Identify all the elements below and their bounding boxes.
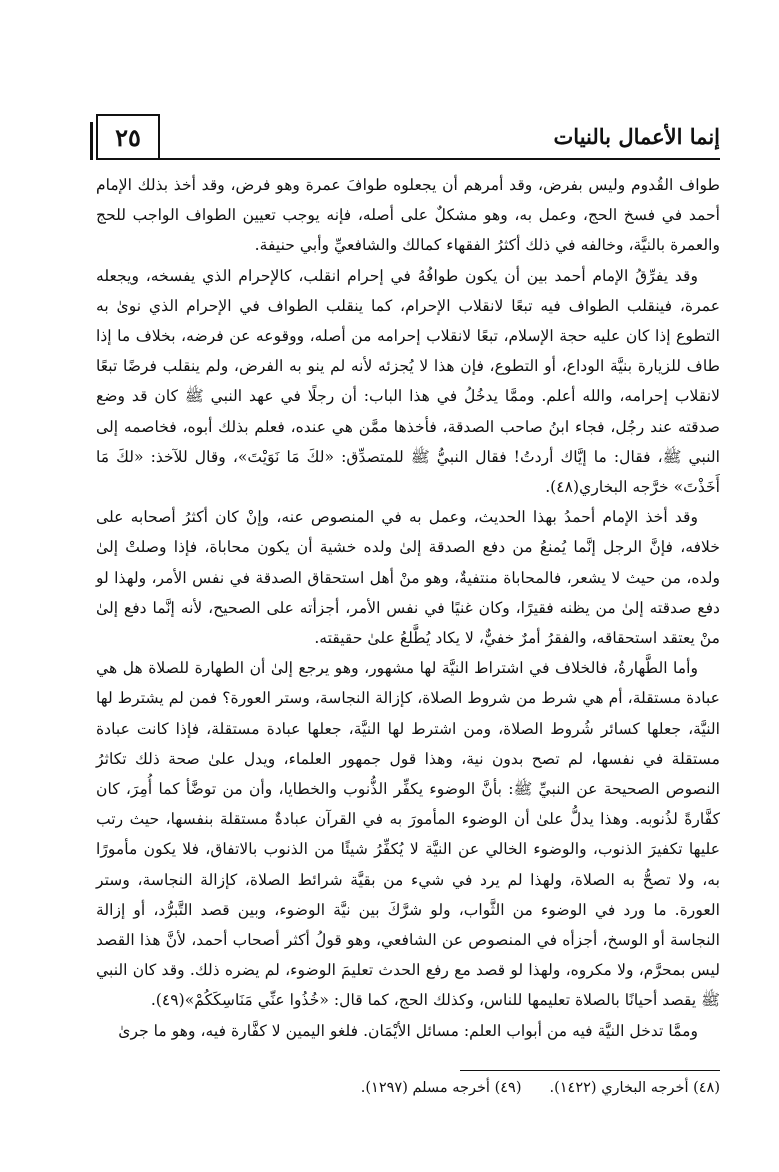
paragraph: وقد يفرِّقُ الإمام أحمد بين أن يكون طوافُهُ في إحرام انقلب، كالإحرام الذي يفسخه، ويجعله عمرة، فينقلب الطواف فيه تبعًا لانقلاب الإحرام، كما ينقلب الطواف في الإحرام الذي نوىٰ به التطوع إذا كان عليه حجة الإسلام، تبعًا لانقلاب إحرامه من أصله، ووقوعه عن فرضه، بخلاف ما إذا طاف للزيارة بنيَّة الوداع، أو التطوع، فإن هذا لا يُجزئه لأنه لم ينو به الفرض، ولم ينقلب فرضًا تبعًا لانقلاب إحرامه، والله أعلم. وممَّا يدخُلُ في هذا الباب: أن رجلًا في عهد النبي ﷺ كان قد وضع صدقته عند رجُل، فجاء ابنُ صاحب الصدقة، فأخذها ممَّن هي عنده، فعلم بذلك أبوه، فخاصمه إلى النبي ﷺ، فقال: ما إيَّاك أردتُ! فقال النبيُّ ﷺ للمتصدِّق: «لكَ مَا نَوَيْتَ»، وقال للآخذ: «لكَ مَا أَخَذْتَ» خرَّجه البخاري(٤٨). (96, 266, 720, 497)
main-text (96, 170, 720, 1046)
paragraph: وممَّا تدخل النيَّة فيه من أبواب العلم: مسائل الأيْمَان. فلغو اليمين لا كفَّارة فيه، وهو ما جرىٰ (118, 1021, 698, 1040)
page-number: ٢٥ (96, 114, 160, 158)
paragraph: وأما الطَّهارةُ، فالخلاف في اشتراط النيَّة لها مشهور، وهو يرجع إلىٰ أن الطهارة للصلاة هل هي عبادة مستقلة، أم هي شرط من شروط الصلاة، كإزالة النجاسة، وستر العورة؟ فمن لم يشترط لها النيَّة، جعلها كسائر شُروط الصلاة، ومن اشترط لها النيَّة، جعلها عبادة مستقلة، فإذا كانت عبادة مستقلة في نفسها، لم تصح بدون نية، وهذا قول جمهور العلماء، ويدل علىٰ صحة ذلك تكاثرُ النصوص الصحيحة عن النبيِّ ﷺ: بأنَّ الوضوء يكفِّر الذُّنوب والخطايا، وأن من توضَّأ كما أُمِرَ، كان كفَّارةً لذُنوبه. وهذا يدلُّ علىٰ أن الوضوء المأمورَ به في القرآن عبادةٌ مستقلة بنفسها، حيث رتب عليها تكفيرَ الذنوب، والوضوء الخالي عن النيَّة لا يُكفِّرُ شيئًا من الذنوب بالاتفاق، فلا يكون مأمورًا به، ولا تصحُّ به الصلاة، ولهذا لم يرد في شيء من بقيَّة شرائط الصلاة، كإزالة النجاسة، وستر العورة. ما ورد في الوضوء من الثَّواب، ولو شرَّكَ بين نيَّة الوضوء، وبين قصد التَّبرُّد، أو إزالة النجاسة أو الوسخ، أجزأه في المنصوص عن الشافعي، وهو قولُ أكثر أصحاب أحمد، لأنَّ هذا القصد ليس بمحرَّم، ولا مكروه، ولهذا لو قصد مع رفع الحدث تعليمَ الوضوء، لم يضره ذلك. وقد كان النبي ﷺ يقصد أحيانًا بالصلاة تعليمها للناس، وكذلك الحج، كما قال: «خُذُوا عنِّي مَنَاسِكَكُمْ»(٤٩). (96, 659, 720, 1010)
footnote: (٤٨) أخرجه البخاري (١٤٢٢). (549, 1080, 720, 1096)
paragraph: وقد أخذ الإمام أحمدُ بهذا الحديث، وعمل به في المنصوص عنه، وإنْ كان أكثرُ أصحابه على خلافه، فإنَّ الرجل إنَّما يُمنعُ من دفع الصدقة إلىٰ ولده خشية أن يكون محاباة، فإذا وصلتْ إلىٰ ولده، من حيث لا يشعر، فالمحاباة منتفيةٌ، وهو منْ أهل استحقاق الصدقة في نفس الأمر، ولهذا لو دفع صدقته إلىٰ من يظنه فقيرًا، وكان غنيًا في نفس الأمر، أجزأته على الصحيح، لأنه إنَّما دفع إلىٰ منْ يعتقد استحقاقه، والفقرُ أمرٌ خفيٌّ، لا يكاد يُطَّلعُ علىٰ حقيقته. (96, 508, 720, 648)
footnotes (260, 1080, 720, 1096)
running-title: إنما الأعمال بالنيات (553, 124, 720, 149)
paragraph: طواف القُدوم وليس بفرض، وقد أمرهم أن يجعلوه طوافَ عمرة وهو فرض، وقد أخذ بذلك الإمام أحمد في فسخ الحج، وعمل به، وهو مشكلٌ على أصله، فإنه يوجب تعيين الطواف الواجب للحج والعمرة بالنيَّة، وخالفه في ذلك أكثرُ الفقهاء كمالك والشافعيِّ وأبي حنيفة. (96, 176, 720, 255)
footnote-divider (460, 1070, 720, 1071)
footnote: (٤٩) أخرجه مسلم (١٢٩٧). (360, 1080, 522, 1096)
page-header (96, 114, 720, 160)
